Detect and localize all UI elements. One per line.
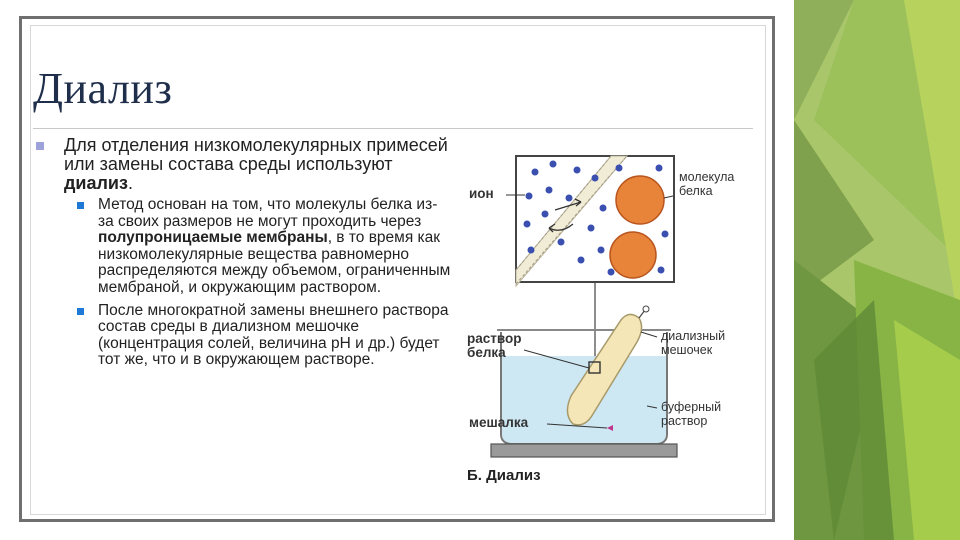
sub-bullet-item [33, 197, 453, 297]
bullet-text: Для отделения низкомолекулярных примесей или замены состава среды используют [64, 135, 448, 174]
bullet-list [33, 136, 453, 369]
label-dialysis-bag: диализный мешочек [661, 329, 726, 357]
label-protein-molecule: молекула белка [679, 170, 735, 198]
decorative-side-panel [794, 0, 960, 540]
dialysis-illustration [461, 152, 757, 492]
sub-bullet-text: После многократной замены внешнего раствора состав среды в диализном мешочке (концентрация солей, величина pH и др.) будет тот же, что и в окружающем растворе. [98, 301, 449, 369]
diagram-caption: Б. Диализ [467, 467, 541, 484]
sub-bullet-bold-term: полупроницаемые мембраны [98, 229, 328, 247]
sub-bullet-marker-icon [77, 202, 84, 209]
sub-bullet-marker-icon [77, 308, 84, 315]
sub-bullet-text-end: , в то время как низкомолекулярные вещества равномерно распределяются между объемом, ограниченным мембраной, и окружающим раствором. [98, 229, 451, 296]
bullet-text-end: . [127, 173, 133, 193]
bullet-marker-icon [36, 142, 44, 150]
sub-bullet-text: Метод основан на том, что молекулы белка из-за своих размеров не могут проходить через [98, 196, 438, 230]
bullet-bold-term: диализ [64, 173, 128, 193]
dialysis-diagram [461, 152, 757, 492]
slide-title: Диализ [33, 64, 173, 113]
label-buffer-solution: буферный раствор [661, 400, 722, 428]
label-protein-solution: раствор белка [467, 331, 522, 360]
bullet-item [33, 136, 453, 193]
title-divider [33, 128, 753, 129]
label-stirrer: мешалка [469, 415, 529, 430]
sub-bullet-item [33, 303, 453, 369]
label-ion: ион [469, 186, 494, 201]
